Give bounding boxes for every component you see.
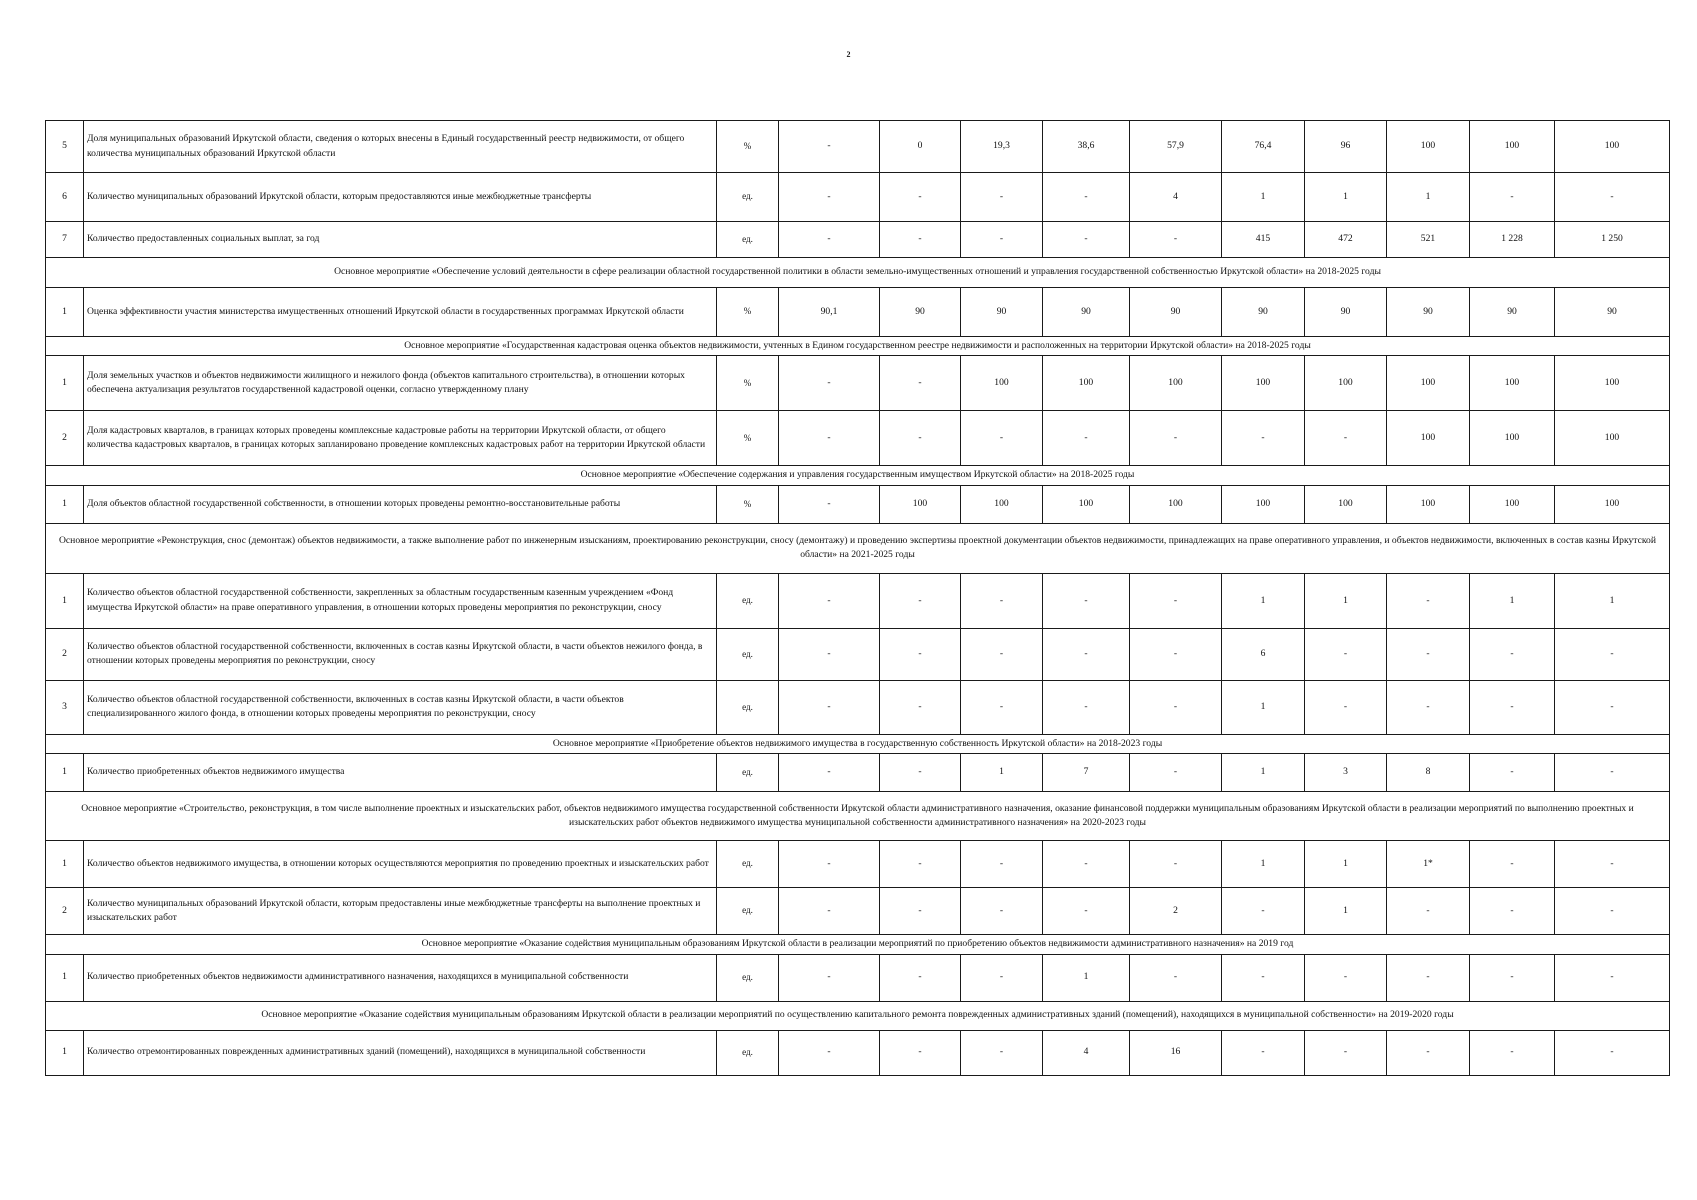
indicator-value: - [1305,1030,1387,1075]
section-title: Основное мероприятие «Оказание содействия муниципальным образованиям Иркутской области в реализации мероприятий по приобретению объектов недвижимости административного назначения» на 2019 год [46,935,1670,954]
indicator-value: 100 [1387,356,1470,411]
indicator-name: Количество предоставленных социальных выплат, за год [84,222,717,258]
indicator-value: - [880,888,961,935]
indicator-name: Количество объектов областной государственной собственности, включенных в состав казны Иркутской области, в части объектов нежилого фонда, в отношении которых проведены мероприятия по реконструкции, сносу [84,628,717,680]
indicator-number: 1 [46,954,84,1001]
indicator-name: Количество объектов областной государственной собственности, включенных в состав казны Иркутской области, в части объектов специализированного жилого фонда, в отношении которых проведены мероприятия по реконструкции, сносу [84,680,717,734]
indicator-row [46,841,1670,888]
indicator-value: 100 [1470,485,1555,523]
indicator-value: 16 [1130,1030,1222,1075]
section-title: Основное мероприятие «Обеспечение содержания и управления государственным имуществом Иркутской области» на 2018-2025 годы [46,466,1670,485]
indicator-value: - [961,888,1043,935]
indicator-value: 38,6 [1043,121,1130,173]
indicator-name: Количество муниципальных образований Иркутской области, которым предоставляются иные межбюджетные трансферты [84,173,717,222]
indicator-value: 90 [880,288,961,337]
indicator-value: - [1130,628,1222,680]
section-title: Основное мероприятие «Обеспечение условий деятельности в сфере реализации областной государственной политики в области земельно-имущественных отношений и управления государственной собственностью Иркутской области» на 2018-2025 годы [46,258,1670,288]
indicator-value: - [880,841,961,888]
indicator-value: 1 [1305,573,1387,628]
indicator-value: 8 [1387,754,1470,792]
indicator-value: 100 [1043,485,1130,523]
indicator-value: - [1470,841,1555,888]
indicator-name: Доля муниципальных образований Иркутской области, сведения о которых внесены в Единый государственный реестр недвижимости, от общего количества муниципальных образований Иркутской области [84,121,717,173]
indicator-number: 2 [46,411,84,466]
indicators-table [45,120,1670,1076]
indicator-value: 90 [1043,288,1130,337]
indicator-row [46,288,1670,337]
indicator-number: 1 [46,485,84,523]
indicator-value: - [1043,222,1130,258]
indicator-unit: ед. [717,954,779,1001]
indicator-value: - [1305,628,1387,680]
indicator-value: 6 [1222,628,1305,680]
indicator-value: - [1387,888,1470,935]
indicator-value: 100 [1305,356,1387,411]
indicator-value: 57,9 [1130,121,1222,173]
indicator-number: 1 [46,1030,84,1075]
indicator-value: 100 [1043,356,1130,411]
indicator-value: - [1555,841,1670,888]
indicator-value: 100 [1387,121,1470,173]
indicator-value: 2 [1130,888,1222,935]
indicator-name: Количество приобретенных объектов недвижимого имущества [84,754,717,792]
section-header-row [46,792,1670,841]
indicator-unit: % [717,288,779,337]
indicator-value: - [1130,411,1222,466]
indicator-value: - [1470,754,1555,792]
indicator-value: - [1470,888,1555,935]
indicator-value: 90 [1470,288,1555,337]
indicator-value: 100 [1470,121,1555,173]
indicator-value: 1 [1470,573,1555,628]
indicator-value: - [1555,754,1670,792]
indicator-value: - [779,841,880,888]
indicator-unit: % [717,356,779,411]
indicator-value: - [880,356,961,411]
indicator-value: - [961,680,1043,734]
indicator-value: 90 [1555,288,1670,337]
indicator-value: - [1043,680,1130,734]
indicator-row [46,888,1670,935]
indicator-row [46,628,1670,680]
indicator-value: 1 [1043,954,1130,1001]
indicator-value: 3 [1305,754,1387,792]
indicator-value: 1 [1305,888,1387,935]
indicator-value: - [779,356,880,411]
indicator-value: - [1043,573,1130,628]
indicator-unit: ед. [717,841,779,888]
section-title: Основное мероприятие «Строительство, реконструкция, в том числе выполнение проектных и изыскательских работ, объектов недвижимого имущества государственной собственности Иркутской области административного назначения, оказание финансовой поддержки муниципальным образованиям Иркутской области в реализации мероприятий по выполнению проектных и изыскательских работ объектов недвижимого имущества муниципальной собственности административного назначения» на 2020-2023 годы [46,792,1670,841]
indicator-value: - [961,222,1043,258]
indicator-value: - [880,411,961,466]
indicator-row [46,573,1670,628]
indicator-value: - [1555,954,1670,1001]
indicator-number: 1 [46,288,84,337]
indicator-value: - [880,573,961,628]
indicator-value: - [779,411,880,466]
indicator-value: - [1470,628,1555,680]
indicator-value: 100 [880,485,961,523]
indicator-number: 1 [46,754,84,792]
section-title: Основное мероприятие «Приобретение объектов недвижимого имущества в государственную собственность Иркутской области» на 2018-2023 годы [46,734,1670,753]
indicator-value: - [779,680,880,734]
table-body [46,121,1670,1076]
section-header-row [46,337,1670,356]
indicator-value: - [880,222,961,258]
indicator-value: - [961,628,1043,680]
indicator-value: - [779,573,880,628]
indicator-value: - [1555,1030,1670,1075]
section-title: Основное мероприятие «Оказание содействия муниципальным образованиям Иркутской области в реализации мероприятий по осуществлению капитального ремонта поврежденных административных зданий (помещений), находящихся в муниципальной собственности» на 2019-2020 годы [46,1001,1670,1030]
indicator-value: 1 [1222,841,1305,888]
indicator-unit: ед. [717,754,779,792]
section-header-row [46,258,1670,288]
indicator-value: - [1470,954,1555,1001]
indicator-unit: ед. [717,173,779,222]
indicator-name: Доля земельных участков и объектов недвижимости жилищного и нежилого фонда (объектов капитального строительства), в отношении которых обеспечена актуализация результатов государственной кадастровой оценки, согласно утвержденному плану [84,356,717,411]
indicator-row [46,121,1670,173]
indicator-value: - [1555,680,1670,734]
indicator-value: - [1130,573,1222,628]
indicator-value: - [1387,680,1470,734]
indicator-unit: ед. [717,573,779,628]
indicator-value: - [1387,628,1470,680]
indicator-unit: ед. [717,222,779,258]
indicator-value: - [1130,222,1222,258]
indicator-value: - [1130,841,1222,888]
indicator-value: 1 [1305,173,1387,222]
indicator-value: 76,4 [1222,121,1305,173]
indicator-value: - [779,754,880,792]
indicator-value: - [1555,173,1670,222]
indicator-value: - [1043,888,1130,935]
indicator-value: 1 [961,754,1043,792]
indicator-name: Количество муниципальных образований Иркутской области, которым предоставлены иные межбюджетные трансферты на выполнение проектных и изыскательских работ [84,888,717,935]
indicator-value: 100 [961,485,1043,523]
indicator-number: 3 [46,680,84,734]
indicator-value: - [1130,954,1222,1001]
indicator-name: Доля кадастровых кварталов, в границах которых проведены комплексные кадастровые работы на территории Иркутской области, от общего количества кадастровых кварталов, в границах которых запланировано проведение комплексных кадастровых работ на территории Иркутской области [84,411,717,466]
indicator-value: 100 [1222,356,1305,411]
indicator-value: - [1222,1030,1305,1075]
indicator-value: - [779,628,880,680]
indicator-value: 100 [1387,485,1470,523]
section-header-row [46,935,1670,954]
indicator-value: - [1222,888,1305,935]
indicator-unit: % [717,485,779,523]
indicator-value: - [1222,954,1305,1001]
indicator-number: 1 [46,573,84,628]
indicator-name: Количество отремонтированных поврежденных административных зданий (помещений), находящихся в муниципальной собственности [84,1030,717,1075]
indicator-value: - [1387,573,1470,628]
indicator-value: 100 [1555,356,1670,411]
indicator-value: 1 [1222,754,1305,792]
indicator-value: - [779,222,880,258]
indicator-value: 1 [1222,680,1305,734]
indicator-value: - [880,954,961,1001]
indicator-unit: ед. [717,680,779,734]
indicator-unit: % [717,411,779,466]
indicator-value: - [779,173,880,222]
indicator-value: 1 [1305,841,1387,888]
indicator-value: 100 [1470,411,1555,466]
indicator-row [46,485,1670,523]
indicator-row [46,1030,1670,1075]
indicator-value: - [880,680,961,734]
indicator-value: - [1130,680,1222,734]
indicator-value: 19,3 [961,121,1043,173]
indicator-value: 521 [1387,222,1470,258]
indicator-value: - [1555,888,1670,935]
indicator-value: 1 [1222,573,1305,628]
indicator-name: Доля объектов областной государственной собственности, в отношении которых проведены ремонтно-восстановительные работы [84,485,717,523]
indicator-value: 100 [1555,485,1670,523]
indicator-value: - [961,411,1043,466]
indicator-value: - [880,754,961,792]
section-header-row [46,1001,1670,1030]
indicator-value: - [779,121,880,173]
indicator-number: 7 [46,222,84,258]
indicator-unit: ед. [717,1030,779,1075]
indicator-value: - [779,954,880,1001]
indicator-value: 100 [1222,485,1305,523]
indicator-value: - [880,628,961,680]
indicator-unit: ед. [717,628,779,680]
indicator-value: 90 [1305,288,1387,337]
indicator-row [46,754,1670,792]
indicator-unit: ед. [717,888,779,935]
indicator-row [46,680,1670,734]
indicator-value: - [779,888,880,935]
indicator-value: 0 [880,121,961,173]
indicator-value: 100 [1130,356,1222,411]
indicator-value: 4 [1043,1030,1130,1075]
indicator-value: - [880,173,961,222]
indicator-value: 90,1 [779,288,880,337]
indicator-value: - [961,173,1043,222]
indicator-unit: % [717,121,779,173]
indicator-value: - [961,1030,1043,1075]
section-title: Основное мероприятие «Государственная кадастровая оценка объектов недвижимости, учтенных в Едином государственном реестре недвижимости и расположенных на территории Иркутской области» на 2018-2025 годы [46,337,1670,356]
indicator-value: - [1222,411,1305,466]
indicator-value: 7 [1043,754,1130,792]
indicator-value: - [1043,173,1130,222]
indicator-number: 2 [46,628,84,680]
indicator-value: 96 [1305,121,1387,173]
section-header-row [46,523,1670,573]
indicator-value: 1* [1387,841,1470,888]
indicator-value: - [1305,680,1387,734]
indicator-value: - [880,1030,961,1075]
indicator-value: - [1043,841,1130,888]
indicator-value: 100 [1387,411,1470,466]
indicator-value: - [1470,680,1555,734]
indicator-row [46,356,1670,411]
indicator-value: 472 [1305,222,1387,258]
indicator-row [46,222,1670,258]
indicator-value: 90 [1222,288,1305,337]
indicator-value: 1 250 [1555,222,1670,258]
indicator-value: - [961,954,1043,1001]
section-title: Основное мероприятие «Реконструкция, снос (демонтаж) объектов недвижимости, а также выполнение работ по инженерным изысканиям, проектированию реконструкции, сносу (демонтажу) и проведению экспертизы проектной документации объектов недвижимости, принадлежащих на праве оперативного управления, и объектов недвижимости, включенных в состав казны Иркутской области» на 2021-2025 годы [46,523,1670,573]
indicator-value: - [961,573,1043,628]
indicator-value: 415 [1222,222,1305,258]
indicator-number: 5 [46,121,84,173]
indicator-value: - [961,841,1043,888]
page-number: 2 [846,50,851,59]
indicator-value: - [1305,954,1387,1001]
indicator-row [46,411,1670,466]
indicator-value: - [1555,628,1670,680]
indicator-value: 1 [1222,173,1305,222]
section-header-row [46,466,1670,485]
indicator-value: 90 [1387,288,1470,337]
indicator-row [46,173,1670,222]
indicator-value: 4 [1130,173,1222,222]
indicator-value: 1 [1555,573,1670,628]
indicator-name: Количество объектов недвижимого имущества, в отношении которых осуществляются мероприятия по проведению проектных и изыскательских работ [84,841,717,888]
indicator-value: 100 [1470,356,1555,411]
indicator-number: 2 [46,888,84,935]
indicator-value: - [1043,411,1130,466]
indicator-value: 1 228 [1470,222,1555,258]
indicator-name: Оценка эффективности участия министерства имущественных отношений Иркутской области в государственных программах Иркутской области [84,288,717,337]
indicator-number: 1 [46,356,84,411]
indicator-value: 100 [1555,121,1670,173]
indicator-value: - [1470,1030,1555,1075]
indicator-value: 100 [1305,485,1387,523]
indicator-value: - [779,485,880,523]
indicator-value: - [779,1030,880,1075]
indicator-row [46,954,1670,1001]
indicator-number: 1 [46,841,84,888]
indicator-value: 100 [961,356,1043,411]
indicator-value: - [1043,628,1130,680]
indicator-value: 90 [961,288,1043,337]
indicator-value: - [1387,954,1470,1001]
indicator-name: Количество объектов областной государственной собственности, закрепленных за областным государственным казенным учреждением «Фонд имущества Иркутской области» на праве оперативного управления, в отношении которых проведены мероприятия по реконструкции, сносу [84,573,717,628]
indicator-value: - [1130,754,1222,792]
indicator-value: - [1470,173,1555,222]
indicator-value: - [1387,1030,1470,1075]
section-header-row [46,734,1670,753]
indicator-number: 6 [46,173,84,222]
indicator-value: - [1305,411,1387,466]
indicator-name: Количество приобретенных объектов недвижимости административного назначения, находящихся в муниципальной собственности [84,954,717,1001]
indicator-value: 90 [1130,288,1222,337]
indicator-value: 1 [1387,173,1470,222]
indicator-value: 100 [1130,485,1222,523]
indicator-value: 100 [1555,411,1670,466]
